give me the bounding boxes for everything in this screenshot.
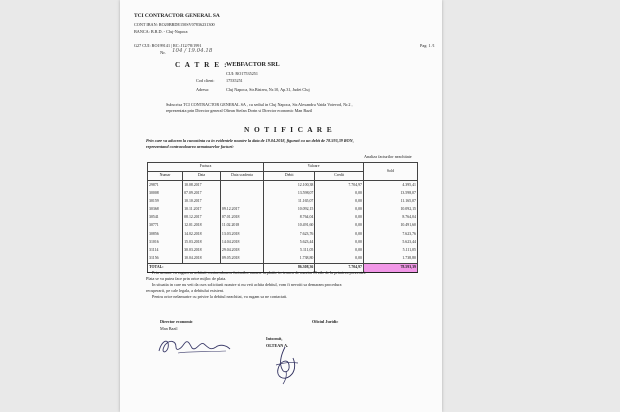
cell-scadenta: 09.12.2017 — [220, 206, 263, 214]
header-debit: Debit — [264, 172, 315, 181]
signature-left-name: Man Bazil — [160, 326, 178, 331]
company-name: TCI CONTRACTOR GENERAL SA — [134, 13, 220, 19]
reference-line: G27 CUI: RO199141 | RC: J12/78/1991 — [134, 43, 202, 48]
document-title: N O T I F I C A R E — [244, 125, 334, 134]
cell-debit: 13.598,07 — [264, 190, 315, 198]
header-credit: Credit — [315, 172, 364, 181]
body-paragraph-3: Pentru orice nelamurire cu privire la debitul neachitat, va rugam sa ne contactati. — [152, 294, 288, 299]
cell-data: 08.12.2017 — [183, 214, 221, 222]
body-paragraph-1: Prin urmare va rugam sa achitati contravaloarea facturilor ramase neplatite in termen de maxim 15 zile de la primirea prezentei. — [152, 270, 366, 275]
table-row — [148, 214, 418, 222]
cell-scadenta — [220, 190, 263, 198]
table-row — [148, 231, 418, 239]
cell-numar: 30368 — [148, 206, 183, 214]
cod-client-value: 17535251 — [226, 78, 243, 83]
total-sold: 78.593,39 — [363, 264, 417, 273]
cell-scadenta: 09.05.2018 — [220, 255, 263, 264]
cell-credit: 0,00 — [315, 239, 364, 247]
invoice-rows — [148, 181, 418, 264]
catre-label: C A T R E : — [175, 61, 229, 69]
table-group-header: Analiza facturilor neachitate — [364, 154, 412, 159]
handwritten-number: 104 / 19.04.18 — [172, 48, 213, 54]
cell-sold: 11.165,07 — [363, 198, 417, 206]
cell-numar: 30771 — [148, 222, 183, 230]
iban-line: CONT IBAN: RO20BRDE150SV07836231300 — [134, 22, 215, 27]
table-row — [148, 190, 418, 198]
cell-scadenta: 07.01.2018 — [220, 214, 263, 222]
cell-scadenta: 11.02.2018 — [220, 222, 263, 230]
document-page — [120, 0, 442, 412]
cell-sold: 7.623,76 — [363, 231, 417, 239]
cell-scadenta — [220, 198, 263, 206]
cell-sold: 10.092,15 — [363, 206, 417, 214]
cell-scadenta: 13.03.2018 — [220, 231, 263, 239]
cell-debit: 5.111,05 — [264, 247, 315, 255]
cell-credit: 0,00 — [315, 247, 364, 255]
total-credit: 7.704,97 — [315, 264, 364, 273]
table-row — [148, 255, 418, 264]
header-data: Data — [183, 172, 221, 181]
cell-debit: 1.738,80 — [264, 255, 315, 264]
table-row — [148, 222, 418, 230]
cell-numar: 31114 — [148, 247, 183, 255]
cell-debit: 10.491,60 — [264, 222, 315, 230]
table-row — [148, 198, 418, 206]
header-sold: Sold — [363, 163, 417, 181]
cell-data: 10.11.2017 — [183, 206, 221, 214]
cell-credit: 0,00 — [315, 222, 364, 230]
cell-debit: 5.623,44 — [264, 239, 315, 247]
cell-debit: 12.100,38 — [264, 181, 315, 190]
cell-data: 12.01.2018 — [183, 222, 221, 230]
cell-credit: 0,00 — [315, 198, 364, 206]
total-label: TOTAL: — [148, 264, 264, 273]
invoice-table — [147, 162, 418, 273]
prepared-by-label: Intocmit, — [266, 336, 283, 341]
cell-data: 07.09.2017 — [183, 190, 221, 198]
cell-credit: 0,00 — [315, 190, 364, 198]
cell-sold: 1.738,80 — [363, 255, 417, 264]
statement-line-1: Prin care va aducem la cunostinta ca in evidentele noastre la data de 19.04.2018, figurati cu un debit de 78.593,39 RON, — [146, 138, 354, 143]
intro-line-1: Subscrisa TCI CONTRACTOR GENERAL SA , cu sediul in Cluj Napoca, Str.Alexandru Vaida Voievod, Nr.2 , — [166, 102, 353, 107]
body-paragraph-1b: Plata se va putea face prin orice mijloc de plata. — [146, 276, 227, 281]
body-paragraph-2b: recuperarii, pe cale legala, a debitului existent. — [146, 288, 225, 293]
cell-scadenta: 29.04.2018 — [220, 247, 263, 255]
cell-numar: 31156 — [148, 255, 183, 264]
cell-debit: 10.092,15 — [264, 206, 315, 214]
cell-numar: 30159 — [148, 198, 183, 206]
cell-debit: 7.623,76 — [264, 231, 315, 239]
adresa-label: Adresa: — [196, 87, 210, 92]
cell-data: 10.08.2017 — [183, 181, 221, 190]
total-debit: 86.308,36 — [264, 264, 315, 273]
cell-sold: 8.764,04 — [363, 214, 417, 222]
table-row — [148, 247, 418, 255]
cell-credit: 0,00 — [315, 255, 364, 264]
header-scadenta: Data scadenta — [220, 172, 263, 181]
header-numar: Numar — [148, 172, 183, 181]
page-number: Pag: 1 /1 — [420, 43, 435, 48]
table-row — [148, 181, 418, 190]
body-paragraph-2: In situatia in care nu veti da curs solicitarii noastre si nu veti achita debitul, vom fi nevoiti sa demaram procedura — [152, 282, 342, 287]
cell-credit: 7.704,97 — [315, 181, 364, 190]
cell-credit: 0,00 — [315, 214, 364, 222]
cell-sold: 4.395,41 — [363, 181, 417, 190]
signature-left-title: Director economic — [160, 319, 193, 324]
cell-numar: 31016 — [148, 239, 183, 247]
cell-numar: 30856 — [148, 231, 183, 239]
signature-right-title: Oficiul Juridic — [312, 319, 339, 324]
cell-sold: 5.623,44 — [363, 239, 417, 247]
header-valoare: Valoare — [264, 163, 364, 172]
cell-data: 30.03.2018 — [183, 247, 221, 255]
cell-debit: 8.764,04 — [264, 214, 315, 222]
cell-data: 10.04.2018 — [183, 255, 221, 264]
cell-debit: 11.165,07 — [264, 198, 315, 206]
table-row — [148, 239, 418, 247]
cell-sold: 10.491,60 — [363, 222, 417, 230]
cell-sold: 5.111,05 — [363, 247, 417, 255]
director-signature — [156, 335, 236, 357]
adresa-value: Cluj Napoca, Str.Bistrea, Nr.10, Ap.31, Judet Cluj — [226, 87, 310, 92]
cell-data: 14.02.2018 — [183, 231, 221, 239]
recipient-name: WEBFACTOR SRL — [226, 61, 280, 68]
cod-client-label: Cod client: — [196, 78, 215, 83]
header-factura: Factura — [148, 163, 264, 172]
nr-label: Nr. — [160, 50, 166, 55]
cell-scadenta: 14.04.2018 — [220, 239, 263, 247]
cell-credit: 0,00 — [315, 206, 364, 214]
recipient-cui: CUI: RO17535251 — [226, 71, 258, 76]
prepared-by-name: OLTEAN A. — [266, 343, 289, 348]
cell-scadenta — [220, 181, 263, 190]
cell-sold: 13.598,07 — [363, 190, 417, 198]
statement-line-2: reprezentand contravaloarea urmatoarelor facturi: — [146, 144, 234, 149]
cell-numar: 29871 — [148, 181, 183, 190]
intro-line-2: reprezentata prin Director general Oltean Stefan Dorin si Director economic Man Bazil — [166, 108, 313, 113]
prepared-by-signature — [272, 345, 302, 385]
cell-numar: 30008 — [148, 190, 183, 198]
cell-credit: 0,00 — [315, 231, 364, 239]
bank-line: BANCA: B.R.D. - Cluj-Napoca — [134, 29, 188, 34]
cell-data: 10.10.2017 — [183, 198, 221, 206]
cell-numar: 30541 — [148, 214, 183, 222]
table-row — [148, 206, 418, 214]
cell-data: 15.03.2018 — [183, 239, 221, 247]
